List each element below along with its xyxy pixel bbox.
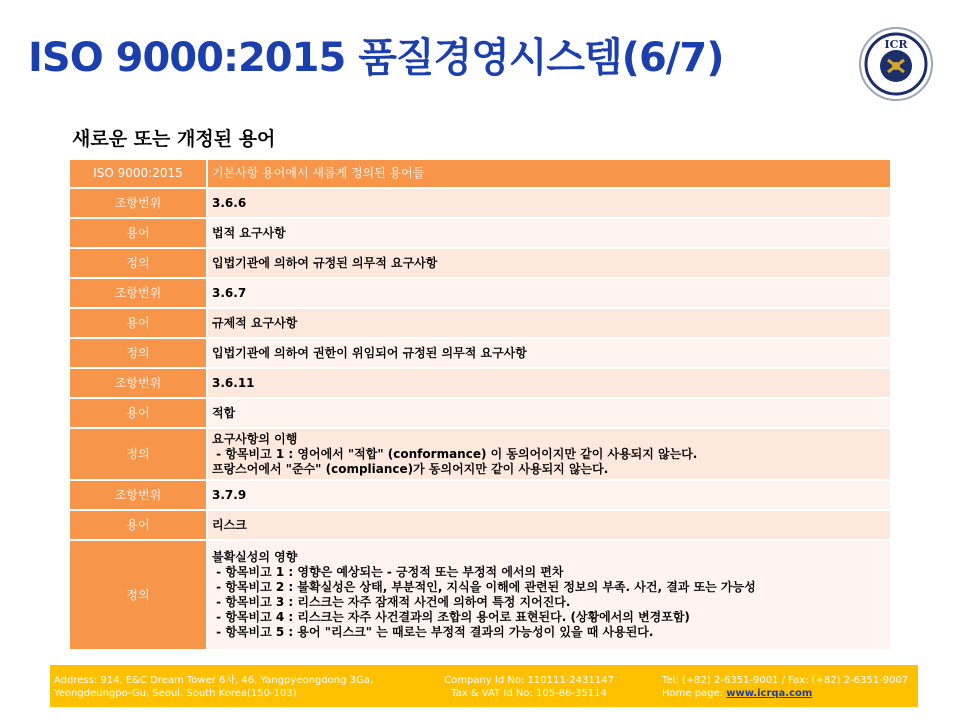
row-value [207, 540, 891, 650]
row-label: 조항번위 [69, 480, 207, 510]
row-value-line: 규제적 요구사항 [212, 315, 298, 330]
table-header-row [69, 159, 891, 188]
row-value [207, 428, 891, 480]
row-label: 조항번위 [69, 278, 207, 308]
header-label: ISO 9000:2015 [69, 159, 207, 188]
table-row [69, 308, 891, 338]
header-value: 기본사항 용어에서 새롭게 정의된 용어들 [207, 159, 891, 188]
row-value-line: 3.6.11 [212, 375, 255, 390]
terms-table [68, 158, 892, 651]
row-value-line: 불확실성의 영향 [212, 550, 298, 564]
row-value [207, 338, 891, 368]
homepage-label: Home page: [662, 688, 727, 699]
page-title: ISO 9000:2015 품질경영시스템(6/7) [28, 35, 724, 81]
icr-seal-logo [858, 26, 934, 102]
row-label: 정의 [69, 248, 207, 278]
row-label: 정의 [69, 338, 207, 368]
company-id: Company Id No: 110111-2431147 [444, 675, 614, 686]
row-value [207, 398, 891, 428]
row-value [207, 188, 891, 218]
row-value-line: - 항목비고 1 : 영향은 예상되는 - 긍정적 또는 부정적 에서의 편차 [212, 565, 564, 579]
row-value [207, 510, 891, 540]
row-value-line: 법적 요구사항 [212, 225, 286, 240]
row-label: 용어 [69, 218, 207, 248]
table-row [69, 188, 891, 218]
footer-company-ids [444, 674, 614, 700]
table-row [69, 540, 891, 650]
table-row [69, 218, 891, 248]
row-value-line: 요구사항의 이행 [212, 431, 298, 446]
row-value [207, 248, 891, 278]
row-label: 용어 [69, 510, 207, 540]
row-value-line: 리스크 [212, 517, 247, 532]
table-row [69, 510, 891, 540]
row-label: 정의 [69, 428, 207, 480]
row-label: 용어 [69, 308, 207, 338]
row-value-line: 입법기관에 의하여 권한이 위임되어 규정된 의무적 요구사항 [212, 345, 527, 360]
homepage [662, 687, 908, 700]
table-row [69, 428, 891, 480]
table-row [69, 368, 891, 398]
footer-address [54, 674, 373, 700]
table-row [69, 248, 891, 278]
row-value [207, 308, 891, 338]
address-line-1: Address: 914, E&C Dream Tower 6차, 46, Yangpyeongdong 3Ga, [54, 675, 374, 686]
footer-bar [50, 665, 918, 707]
homepage-link[interactable]: www.icrqa.com [726, 688, 813, 699]
tax-id: Tax & VAT Id No: 105-86-35114 [451, 688, 607, 699]
row-value [207, 368, 891, 398]
row-label: 용어 [69, 398, 207, 428]
row-value [207, 480, 891, 510]
table-row [69, 338, 891, 368]
row-value-line: 프랑스어에서 "준수" (compliance)가 동의어지만 같이 사용되지 않는다. [212, 461, 609, 476]
address-line-2: Yeongdeungpo-Gu, Seoul, South Korea(150-103) [54, 688, 297, 699]
row-value-line: 3.7.9 [212, 487, 247, 502]
row-value-line: 3.6.7 [212, 285, 247, 300]
table-row [69, 480, 891, 510]
row-value-line: 3.6.6 [212, 195, 247, 210]
row-value-line: 입법기관에 의하여 규정된 의무적 요구사항 [212, 255, 438, 270]
table-row [69, 398, 891, 428]
row-value [207, 278, 891, 308]
row-value-line: - 항목비고 3 : 리스크는 자주 잠재적 사건에 의하여 특정 지어진다. [212, 595, 571, 609]
row-value [207, 218, 891, 248]
row-value-line: - 항목비고 5 : 용어 "리스크" 는 때로는 부정적 결과의 가능성이 있을 때 사용된다. [212, 625, 654, 639]
row-value-line: - 항목비고 1 : 영어에서 "적합" (conformance) 이 동의어이지만 같이 사용되지 않는다. [212, 446, 698, 461]
footer-contact [662, 674, 908, 700]
row-value-line: - 항목비고 2 : 불확실성은 상태, 부분적인, 지식을 이해에 관련된 정보의 부족. 사건, 결과 또는 가능성 [212, 580, 756, 594]
row-label: 정의 [69, 540, 207, 650]
table-row [69, 278, 891, 308]
row-value-line: 적합 [212, 405, 236, 420]
logo-text: ICR [884, 38, 908, 51]
row-label: 조항번위 [69, 188, 207, 218]
section-subtitle: 새로운 또는 개정된 용어 [72, 128, 276, 150]
row-label: 조항번위 [69, 368, 207, 398]
row-value-line: - 항목비고 4 : 리스크는 자주 사건결과의 조합의 용어로 표현된다. (상황에서의 변경포함) [212, 610, 690, 624]
tel-fax: Tel: (+82) 2-6351-9001 / Fax: (+82) 2-6351-9007 [662, 675, 909, 686]
